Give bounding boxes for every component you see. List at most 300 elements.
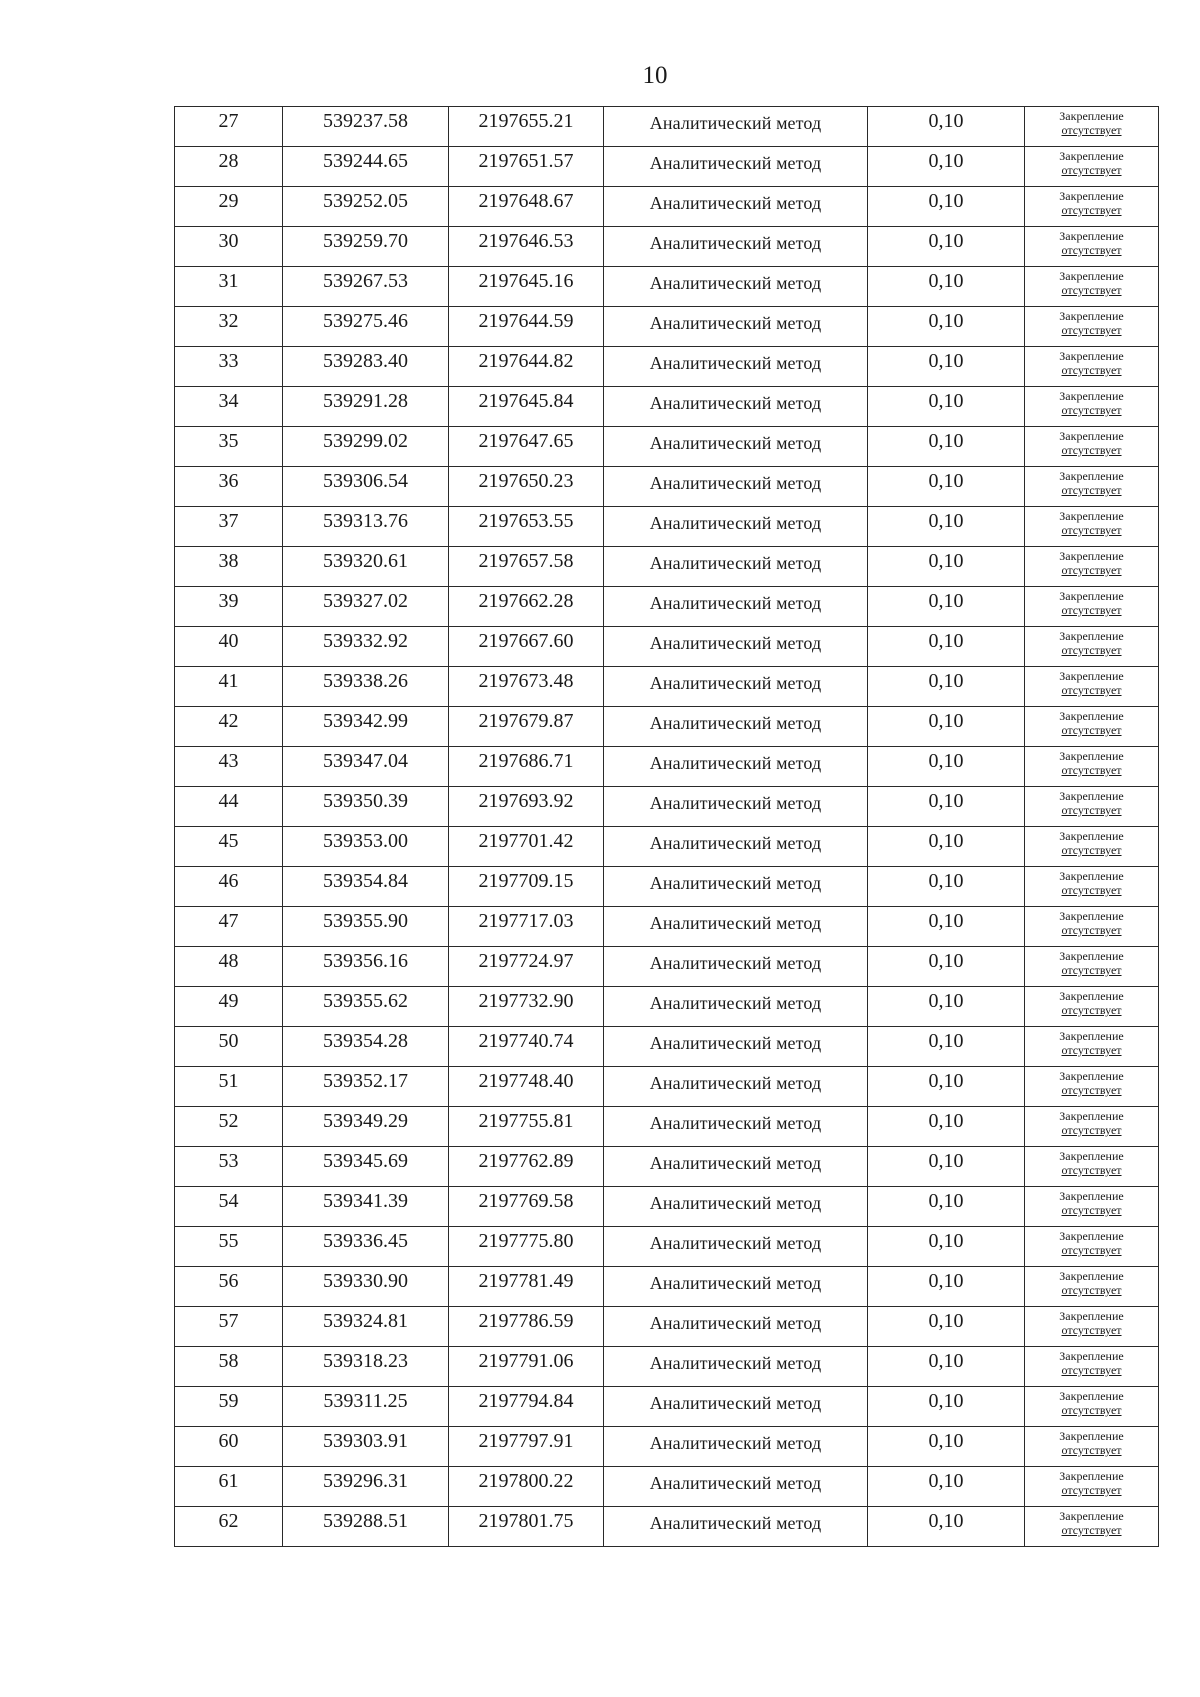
fixation-note-line1: Закрепление [1059, 1109, 1124, 1123]
method-cell: Аналитический метод [604, 787, 868, 827]
y-coordinate-cell: 2197755.81 [449, 1107, 604, 1147]
fixation-note-line1: Закрепление [1059, 189, 1124, 203]
fixation-note-cell [1025, 707, 1159, 747]
point-number-cell: 48 [175, 947, 283, 987]
fixation-note-line1: Закрепление [1059, 1069, 1124, 1083]
point-number-cell: 61 [175, 1467, 283, 1507]
point-number-cell: 32 [175, 307, 283, 347]
point-number-cell: 42 [175, 707, 283, 747]
method-cell: Аналитический метод [604, 907, 868, 947]
fixation-note-line1: Закрепление [1059, 1309, 1124, 1323]
table-row [175, 1347, 1159, 1387]
fixation-note-cell [1025, 307, 1159, 347]
fixation-note-line2: отсутствует [1061, 923, 1122, 937]
accuracy-cell: 0,10 [868, 907, 1025, 947]
point-number-cell: 58 [175, 1347, 283, 1387]
accuracy-cell: 0,10 [868, 1467, 1025, 1507]
accuracy-cell: 0,10 [868, 1347, 1025, 1387]
y-coordinate-cell: 2197650.23 [449, 467, 604, 507]
fixation-note-line1: Закрепление [1059, 989, 1124, 1003]
point-number-cell: 62 [175, 1507, 283, 1547]
x-coordinate-cell: 539354.84 [283, 867, 449, 907]
table-row [175, 1227, 1159, 1267]
fixation-note-cell [1025, 1307, 1159, 1347]
y-coordinate-cell: 2197724.97 [449, 947, 604, 987]
x-coordinate-cell: 539354.28 [283, 1027, 449, 1067]
accuracy-cell: 0,10 [868, 1427, 1025, 1467]
table-row [175, 1507, 1159, 1547]
accuracy-cell: 0,10 [868, 1147, 1025, 1187]
accuracy-cell: 0,10 [868, 1507, 1025, 1547]
table-row [175, 587, 1159, 627]
table-row [175, 147, 1159, 187]
fixation-note-line2: отсутствует [1061, 603, 1122, 617]
fixation-note-line1: Закрепление [1059, 509, 1124, 523]
fixation-note-line2: отсутствует [1061, 483, 1122, 497]
y-coordinate-cell: 2197644.82 [449, 347, 604, 387]
point-number-cell: 39 [175, 587, 283, 627]
method-cell: Аналитический метод [604, 1307, 868, 1347]
fixation-note-line1: Закрепление [1059, 709, 1124, 723]
fixation-note-line1: Закрепление [1059, 389, 1124, 403]
point-number-cell: 30 [175, 227, 283, 267]
x-coordinate-cell: 539338.26 [283, 667, 449, 707]
x-coordinate-cell: 539288.51 [283, 1507, 449, 1547]
x-coordinate-cell: 539252.05 [283, 187, 449, 227]
x-coordinate-cell: 539237.58 [283, 107, 449, 147]
fixation-note-line1: Закрепление [1059, 469, 1124, 483]
x-coordinate-cell: 539283.40 [283, 347, 449, 387]
accuracy-cell: 0,10 [868, 667, 1025, 707]
fixation-note-line1: Закрепление [1059, 1229, 1124, 1243]
y-coordinate-cell: 2197732.90 [449, 987, 604, 1027]
fixation-note-line2: отсутствует [1061, 883, 1122, 897]
table-row [175, 427, 1159, 467]
point-number-cell: 36 [175, 467, 283, 507]
y-coordinate-cell: 2197647.65 [449, 427, 604, 467]
fixation-note-line2: отсутствует [1061, 1123, 1122, 1137]
fixation-note-cell [1025, 1107, 1159, 1147]
accuracy-cell: 0,10 [868, 507, 1025, 547]
y-coordinate-cell: 2197775.80 [449, 1227, 604, 1267]
method-cell: Аналитический метод [604, 387, 868, 427]
method-cell: Аналитический метод [604, 1427, 868, 1467]
point-number-cell: 51 [175, 1067, 283, 1107]
point-number-cell: 50 [175, 1027, 283, 1067]
x-coordinate-cell: 539356.16 [283, 947, 449, 987]
fixation-note-cell [1025, 907, 1159, 947]
y-coordinate-cell: 2197794.84 [449, 1387, 604, 1427]
page-number: 10 [642, 62, 668, 89]
fixation-note-line2: отсутствует [1061, 403, 1122, 417]
accuracy-cell: 0,10 [868, 827, 1025, 867]
x-coordinate-cell: 539342.99 [283, 707, 449, 747]
fixation-note-line1: Закрепление [1059, 669, 1124, 683]
method-cell: Аналитический метод [604, 1347, 868, 1387]
method-cell: Аналитический метод [604, 1227, 868, 1267]
y-coordinate-cell: 2197653.55 [449, 507, 604, 547]
fixation-note-line1: Закрепление [1059, 749, 1124, 763]
fixation-note-line2: отсутствует [1061, 1363, 1122, 1377]
accuracy-cell: 0,10 [868, 947, 1025, 987]
fixation-note-line1: Закрепление [1059, 1389, 1124, 1403]
fixation-note-cell [1025, 427, 1159, 467]
y-coordinate-cell: 2197709.15 [449, 867, 604, 907]
method-cell: Аналитический метод [604, 1027, 868, 1067]
fixation-note-line2: отсутствует [1061, 203, 1122, 217]
method-cell: Аналитический метод [604, 107, 868, 147]
x-coordinate-cell: 539306.54 [283, 467, 449, 507]
point-number-cell: 56 [175, 1267, 283, 1307]
accuracy-cell: 0,10 [868, 147, 1025, 187]
table-row [175, 1147, 1159, 1187]
y-coordinate-cell: 2197740.74 [449, 1027, 604, 1067]
fixation-note-cell [1025, 1267, 1159, 1307]
method-cell: Аналитический метод [604, 547, 868, 587]
fixation-note-line1: Закрепление [1059, 429, 1124, 443]
point-number-cell: 37 [175, 507, 283, 547]
accuracy-cell: 0,10 [868, 307, 1025, 347]
x-coordinate-cell: 539352.17 [283, 1067, 449, 1107]
accuracy-cell: 0,10 [868, 1267, 1025, 1307]
y-coordinate-cell: 2197657.58 [449, 547, 604, 587]
fixation-note-line2: отсутствует [1061, 803, 1122, 817]
accuracy-cell: 0,10 [868, 867, 1025, 907]
table-row [175, 507, 1159, 547]
accuracy-cell: 0,10 [868, 1107, 1025, 1147]
fixation-note-cell [1025, 947, 1159, 987]
fixation-note-line1: Закрепление [1059, 349, 1124, 363]
y-coordinate-cell: 2197667.60 [449, 627, 604, 667]
y-coordinate-cell: 2197673.48 [449, 667, 604, 707]
y-coordinate-cell: 2197662.28 [449, 587, 604, 627]
x-coordinate-cell: 539244.65 [283, 147, 449, 187]
accuracy-cell: 0,10 [868, 1187, 1025, 1227]
fixation-note-line2: отсутствует [1061, 723, 1122, 737]
accuracy-cell: 0,10 [868, 627, 1025, 667]
fixation-note-line2: отсутствует [1061, 643, 1122, 657]
y-coordinate-cell: 2197701.42 [449, 827, 604, 867]
method-cell: Аналитический метод [604, 747, 868, 787]
fixation-note-cell [1025, 1347, 1159, 1387]
accuracy-cell: 0,10 [868, 1067, 1025, 1107]
table-row [175, 947, 1159, 987]
point-number-cell: 34 [175, 387, 283, 427]
fixation-note-line1: Закрепление [1059, 549, 1124, 563]
fixation-note-cell [1025, 227, 1159, 267]
y-coordinate-cell: 2197655.21 [449, 107, 604, 147]
y-coordinate-cell: 2197648.67 [449, 187, 604, 227]
fixation-note-line1: Закрепление [1059, 109, 1124, 123]
y-coordinate-cell: 2197693.92 [449, 787, 604, 827]
fixation-note-line2: отсутствует [1061, 163, 1122, 177]
x-coordinate-cell: 539341.39 [283, 1187, 449, 1227]
fixation-note-line2: отсутствует [1061, 323, 1122, 337]
method-cell: Аналитический метод [604, 587, 868, 627]
x-coordinate-cell: 539324.81 [283, 1307, 449, 1347]
fixation-note-line2: отсутствует [1061, 1163, 1122, 1177]
fixation-note-cell [1025, 1147, 1159, 1187]
method-cell: Аналитический метод [604, 1107, 868, 1147]
x-coordinate-cell: 539349.29 [283, 1107, 449, 1147]
table-row [175, 267, 1159, 307]
point-number-cell: 33 [175, 347, 283, 387]
accuracy-cell: 0,10 [868, 547, 1025, 587]
accuracy-cell: 0,10 [868, 1227, 1025, 1267]
x-coordinate-cell: 539345.69 [283, 1147, 449, 1187]
x-coordinate-cell: 539336.45 [283, 1227, 449, 1267]
table-row [175, 107, 1159, 147]
accuracy-cell: 0,10 [868, 747, 1025, 787]
fixation-note-cell [1025, 187, 1159, 227]
accuracy-cell: 0,10 [868, 1387, 1025, 1427]
y-coordinate-cell: 2197717.03 [449, 907, 604, 947]
table-row [175, 227, 1159, 267]
y-coordinate-cell: 2197645.84 [449, 387, 604, 427]
fixation-note-cell [1025, 667, 1159, 707]
fixation-note-line2: отсутствует [1061, 763, 1122, 777]
accuracy-cell: 0,10 [868, 587, 1025, 627]
fixation-note-line1: Закрепление [1059, 789, 1124, 803]
fixation-note-line2: отсутствует [1061, 1283, 1122, 1297]
table-row [175, 627, 1159, 667]
point-number-cell: 28 [175, 147, 283, 187]
fixation-note-cell [1025, 1027, 1159, 1067]
point-number-cell: 57 [175, 1307, 283, 1347]
y-coordinate-cell: 2197791.06 [449, 1347, 604, 1387]
x-coordinate-cell: 539318.23 [283, 1347, 449, 1387]
method-cell: Аналитический метод [604, 507, 868, 547]
x-coordinate-cell: 539299.02 [283, 427, 449, 467]
fixation-note-cell [1025, 267, 1159, 307]
fixation-note-cell [1025, 987, 1159, 1027]
table-row [175, 1067, 1159, 1107]
point-number-cell: 35 [175, 427, 283, 467]
accuracy-cell: 0,10 [868, 187, 1025, 227]
method-cell: Аналитический метод [604, 307, 868, 347]
fixation-note-cell [1025, 747, 1159, 787]
point-number-cell: 53 [175, 1147, 283, 1187]
method-cell: Аналитический метод [604, 1267, 868, 1307]
fixation-note-line1: Закрепление [1059, 269, 1124, 283]
coordinates-table [174, 106, 1159, 1547]
fixation-note-line2: отсутствует [1061, 283, 1122, 297]
accuracy-cell: 0,10 [868, 387, 1025, 427]
method-cell: Аналитический метод [604, 147, 868, 187]
x-coordinate-cell: 539355.62 [283, 987, 449, 1027]
method-cell: Аналитический метод [604, 1147, 868, 1187]
y-coordinate-cell: 2197769.58 [449, 1187, 604, 1227]
method-cell: Аналитический метод [604, 1507, 868, 1547]
x-coordinate-cell: 539291.28 [283, 387, 449, 427]
point-number-cell: 43 [175, 747, 283, 787]
point-number-cell: 60 [175, 1427, 283, 1467]
y-coordinate-cell: 2197762.89 [449, 1147, 604, 1187]
fixation-note-cell [1025, 147, 1159, 187]
fixation-note-line2: отсутствует [1061, 1323, 1122, 1337]
point-number-cell: 46 [175, 867, 283, 907]
table-row [175, 387, 1159, 427]
fixation-note-line2: отсутствует [1061, 1043, 1122, 1057]
x-coordinate-cell: 539353.00 [283, 827, 449, 867]
fixation-note-cell [1025, 467, 1159, 507]
method-cell: Аналитический метод [604, 1187, 868, 1227]
method-cell: Аналитический метод [604, 1467, 868, 1507]
x-coordinate-cell: 539320.61 [283, 547, 449, 587]
table-row [175, 1027, 1159, 1067]
x-coordinate-cell: 539347.04 [283, 747, 449, 787]
fixation-note-line2: отсутствует [1061, 843, 1122, 857]
fixation-note-line2: отсутствует [1061, 1523, 1122, 1537]
y-coordinate-cell: 2197686.71 [449, 747, 604, 787]
y-coordinate-cell: 2197646.53 [449, 227, 604, 267]
fixation-note-cell [1025, 867, 1159, 907]
fixation-note-cell [1025, 627, 1159, 667]
fixation-note-line1: Закрепление [1059, 589, 1124, 603]
table-row [175, 307, 1159, 347]
table-row [175, 707, 1159, 747]
y-coordinate-cell: 2197679.87 [449, 707, 604, 747]
fixation-note-cell [1025, 347, 1159, 387]
method-cell: Аналитический метод [604, 347, 868, 387]
accuracy-cell: 0,10 [868, 347, 1025, 387]
fixation-note-line2: отсутствует [1061, 123, 1122, 137]
fixation-note-line1: Закрепление [1059, 829, 1124, 843]
y-coordinate-cell: 2197801.75 [449, 1507, 604, 1547]
method-cell: Аналитический метод [604, 947, 868, 987]
method-cell: Аналитический метод [604, 667, 868, 707]
fixation-note-line2: отсутствует [1061, 963, 1122, 977]
point-number-cell: 49 [175, 987, 283, 1027]
x-coordinate-cell: 539327.02 [283, 587, 449, 627]
table-row [175, 1307, 1159, 1347]
accuracy-cell: 0,10 [868, 267, 1025, 307]
table-row [175, 827, 1159, 867]
method-cell: Аналитический метод [604, 867, 868, 907]
fixation-note-line1: Закрепление [1059, 949, 1124, 963]
fixation-note-line2: отсутствует [1061, 243, 1122, 257]
fixation-note-line2: отсутствует [1061, 363, 1122, 377]
method-cell: Аналитический метод [604, 267, 868, 307]
y-coordinate-cell: 2197645.16 [449, 267, 604, 307]
table-row [175, 787, 1159, 827]
y-coordinate-cell: 2197800.22 [449, 1467, 604, 1507]
table-row [175, 907, 1159, 947]
y-coordinate-cell: 2197651.57 [449, 147, 604, 187]
fixation-note-cell [1025, 387, 1159, 427]
fixation-note-line1: Закрепление [1059, 1189, 1124, 1203]
accuracy-cell: 0,10 [868, 707, 1025, 747]
point-number-cell: 45 [175, 827, 283, 867]
point-number-cell: 47 [175, 907, 283, 947]
x-coordinate-cell: 539332.92 [283, 627, 449, 667]
fixation-note-line2: отсутствует [1061, 1083, 1122, 1097]
fixation-note-cell [1025, 787, 1159, 827]
method-cell: Аналитический метод [604, 1067, 868, 1107]
fixation-note-cell [1025, 1227, 1159, 1267]
point-number-cell: 41 [175, 667, 283, 707]
fixation-note-line2: отсутствует [1061, 1483, 1122, 1497]
point-number-cell: 54 [175, 1187, 283, 1227]
fixation-note-line2: отсутствует [1061, 563, 1122, 577]
fixation-note-line1: Закрепление [1059, 1029, 1124, 1043]
table-row [175, 187, 1159, 227]
fixation-note-line1: Закрепление [1059, 1469, 1124, 1483]
table-row [175, 347, 1159, 387]
fixation-note-cell [1025, 587, 1159, 627]
accuracy-cell: 0,10 [868, 1027, 1025, 1067]
y-coordinate-cell: 2197748.40 [449, 1067, 604, 1107]
table-row [175, 1427, 1159, 1467]
x-coordinate-cell: 539275.46 [283, 307, 449, 347]
fixation-note-line1: Закрепление [1059, 1349, 1124, 1363]
method-cell: Аналитический метод [604, 427, 868, 467]
fixation-note-cell [1025, 1067, 1159, 1107]
table-row [175, 1387, 1159, 1427]
method-cell: Аналитический метод [604, 227, 868, 267]
accuracy-cell: 0,10 [868, 107, 1025, 147]
method-cell: Аналитический метод [604, 1387, 868, 1427]
table-row [175, 1267, 1159, 1307]
x-coordinate-cell: 539296.31 [283, 1467, 449, 1507]
point-number-cell: 31 [175, 267, 283, 307]
fixation-note-line2: отсутствует [1061, 1003, 1122, 1017]
point-number-cell: 52 [175, 1107, 283, 1147]
fixation-note-cell [1025, 547, 1159, 587]
x-coordinate-cell: 539355.90 [283, 907, 449, 947]
fixation-note-line2: отсутствует [1061, 1403, 1122, 1417]
y-coordinate-cell: 2197786.59 [449, 1307, 604, 1347]
fixation-note-line1: Закрепление [1059, 229, 1124, 243]
method-cell: Аналитический метод [604, 627, 868, 667]
coordinates-table-body [175, 107, 1159, 1547]
accuracy-cell: 0,10 [868, 227, 1025, 267]
x-coordinate-cell: 539259.70 [283, 227, 449, 267]
accuracy-cell: 0,10 [868, 987, 1025, 1027]
fixation-note-line1: Закрепление [1059, 309, 1124, 323]
accuracy-cell: 0,10 [868, 427, 1025, 467]
point-number-cell: 55 [175, 1227, 283, 1267]
fixation-note-cell [1025, 507, 1159, 547]
fixation-note-line2: отсутствует [1061, 683, 1122, 697]
point-number-cell: 59 [175, 1387, 283, 1427]
fixation-note-line2: отсутствует [1061, 1243, 1122, 1257]
accuracy-cell: 0,10 [868, 787, 1025, 827]
point-number-cell: 27 [175, 107, 283, 147]
accuracy-cell: 0,10 [868, 467, 1025, 507]
table-row [175, 1187, 1159, 1227]
table-row [175, 867, 1159, 907]
x-coordinate-cell: 539313.76 [283, 507, 449, 547]
x-coordinate-cell: 539350.39 [283, 787, 449, 827]
fixation-note-line2: отсутствует [1061, 1203, 1122, 1217]
method-cell: Аналитический метод [604, 467, 868, 507]
table-row [175, 547, 1159, 587]
fixation-note-cell [1025, 1387, 1159, 1427]
x-coordinate-cell: 539267.53 [283, 267, 449, 307]
method-cell: Аналитический метод [604, 187, 868, 227]
point-number-cell: 38 [175, 547, 283, 587]
x-coordinate-cell: 539330.90 [283, 1267, 449, 1307]
method-cell: Аналитический метод [604, 827, 868, 867]
fixation-note-line1: Закрепление [1059, 909, 1124, 923]
x-coordinate-cell: 539311.25 [283, 1387, 449, 1427]
point-number-cell: 29 [175, 187, 283, 227]
y-coordinate-cell: 2197781.49 [449, 1267, 604, 1307]
fixation-note-line2: отсутствует [1061, 443, 1122, 457]
fixation-note-line2: отсутствует [1061, 523, 1122, 537]
fixation-note-line1: Закрепление [1059, 629, 1124, 643]
